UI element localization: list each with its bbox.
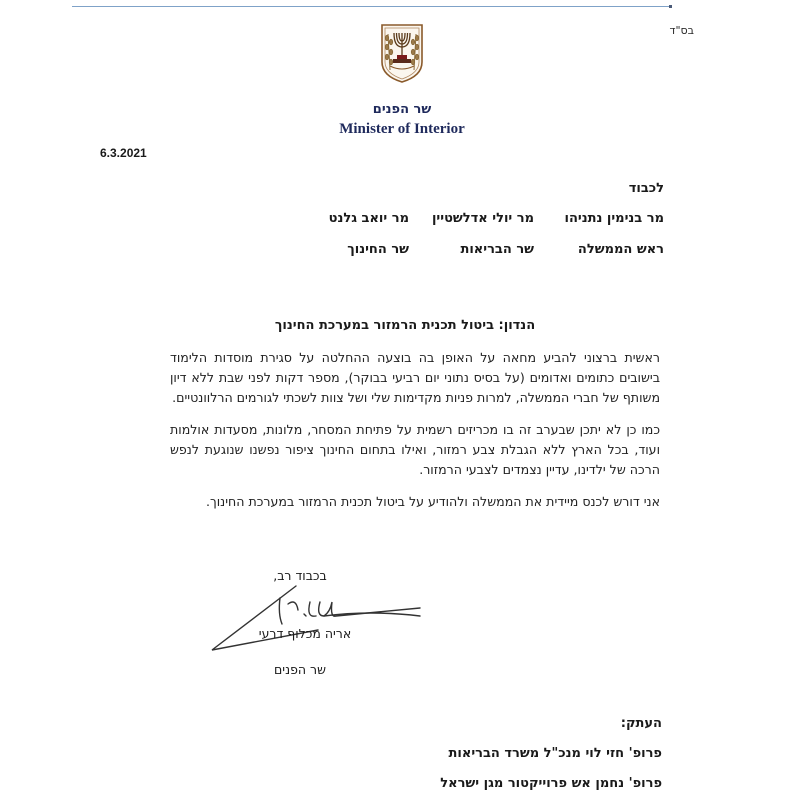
body-paragraph: כמו כן לא יתכן שבערב זה בו מכריזים רשמית על פתיחת המסחר, מלונות, מסעדות אולמות ועוד, בכל הארץ ללא הגבלת צבע רמזור, ואילו בתחום החינוך ציפור נפשנו שנוגעת לנפש הרכה של ילדינו, עדיין נצמדים לצבעי הרמזור. [170,422,660,477]
letter-subject: הנדון: ביטול תכנית הרמזור במערכת החינוך [274,318,536,333]
cc-label: העתק: [620,716,662,731]
recipient-name: מר בנימין נתניהו [564,211,664,226]
recipient [409,211,534,257]
signer-name: אריה מכלוף דרעי [258,626,352,641]
recipient-name: מר יולי אדלשטיין [431,211,534,226]
ministry-title-english: Minister of Interior [339,121,465,137]
recipient-role: ראש הממשלה [577,242,664,257]
cc-item: פרופ' נחמן אש פרוייקטור מגן ישראל [440,776,662,791]
top-rule [72,6,672,7]
recipient-role: שר החינוך [347,242,409,257]
signer-title: שר הפנים [274,662,326,677]
recipient-role: שר הבריאות [460,242,534,257]
recipient [534,211,664,257]
letter-date: 6.3.2021 [100,146,147,160]
closing: בכבוד רב, [273,568,327,583]
body-paragraph: ראשית ברצוני להביע מחאה על האופן בה בוצעה ההחלטה על סגירת מוסדות הלימוד בישובים כתומים ואדומים (על בסיס נתוני יום רביעי בבוקר), מספר דקות לפני שבת ללא דיון משותף של חברי הממשלה, למרות פניות מקדימות שלי ושל צוות לשכתי לגורמים הרלוונטיים. [170,350,660,405]
recipients [289,211,664,257]
body-paragraph: אני דורש לכנס מיידית את הממשלה ולהודיע על ביטול תכנית הרמזור במערכת החינוך. [205,494,660,509]
bsd-mark: בס"ד [669,24,694,37]
state-of-israel-emblem-icon [378,22,426,84]
recipient-name: מר יואב גלנט [328,211,409,226]
to-label: לכבוד [628,181,664,196]
top-rule-end [669,5,672,8]
ministry-title-hebrew: שר הפנים [372,102,432,117]
handwritten-signature-icon [200,580,440,660]
letter-body [170,348,660,524]
recipient [289,211,409,257]
cc-item: פרופ' חזי לוי מנכ"ל משרד הבריאות [448,746,662,761]
